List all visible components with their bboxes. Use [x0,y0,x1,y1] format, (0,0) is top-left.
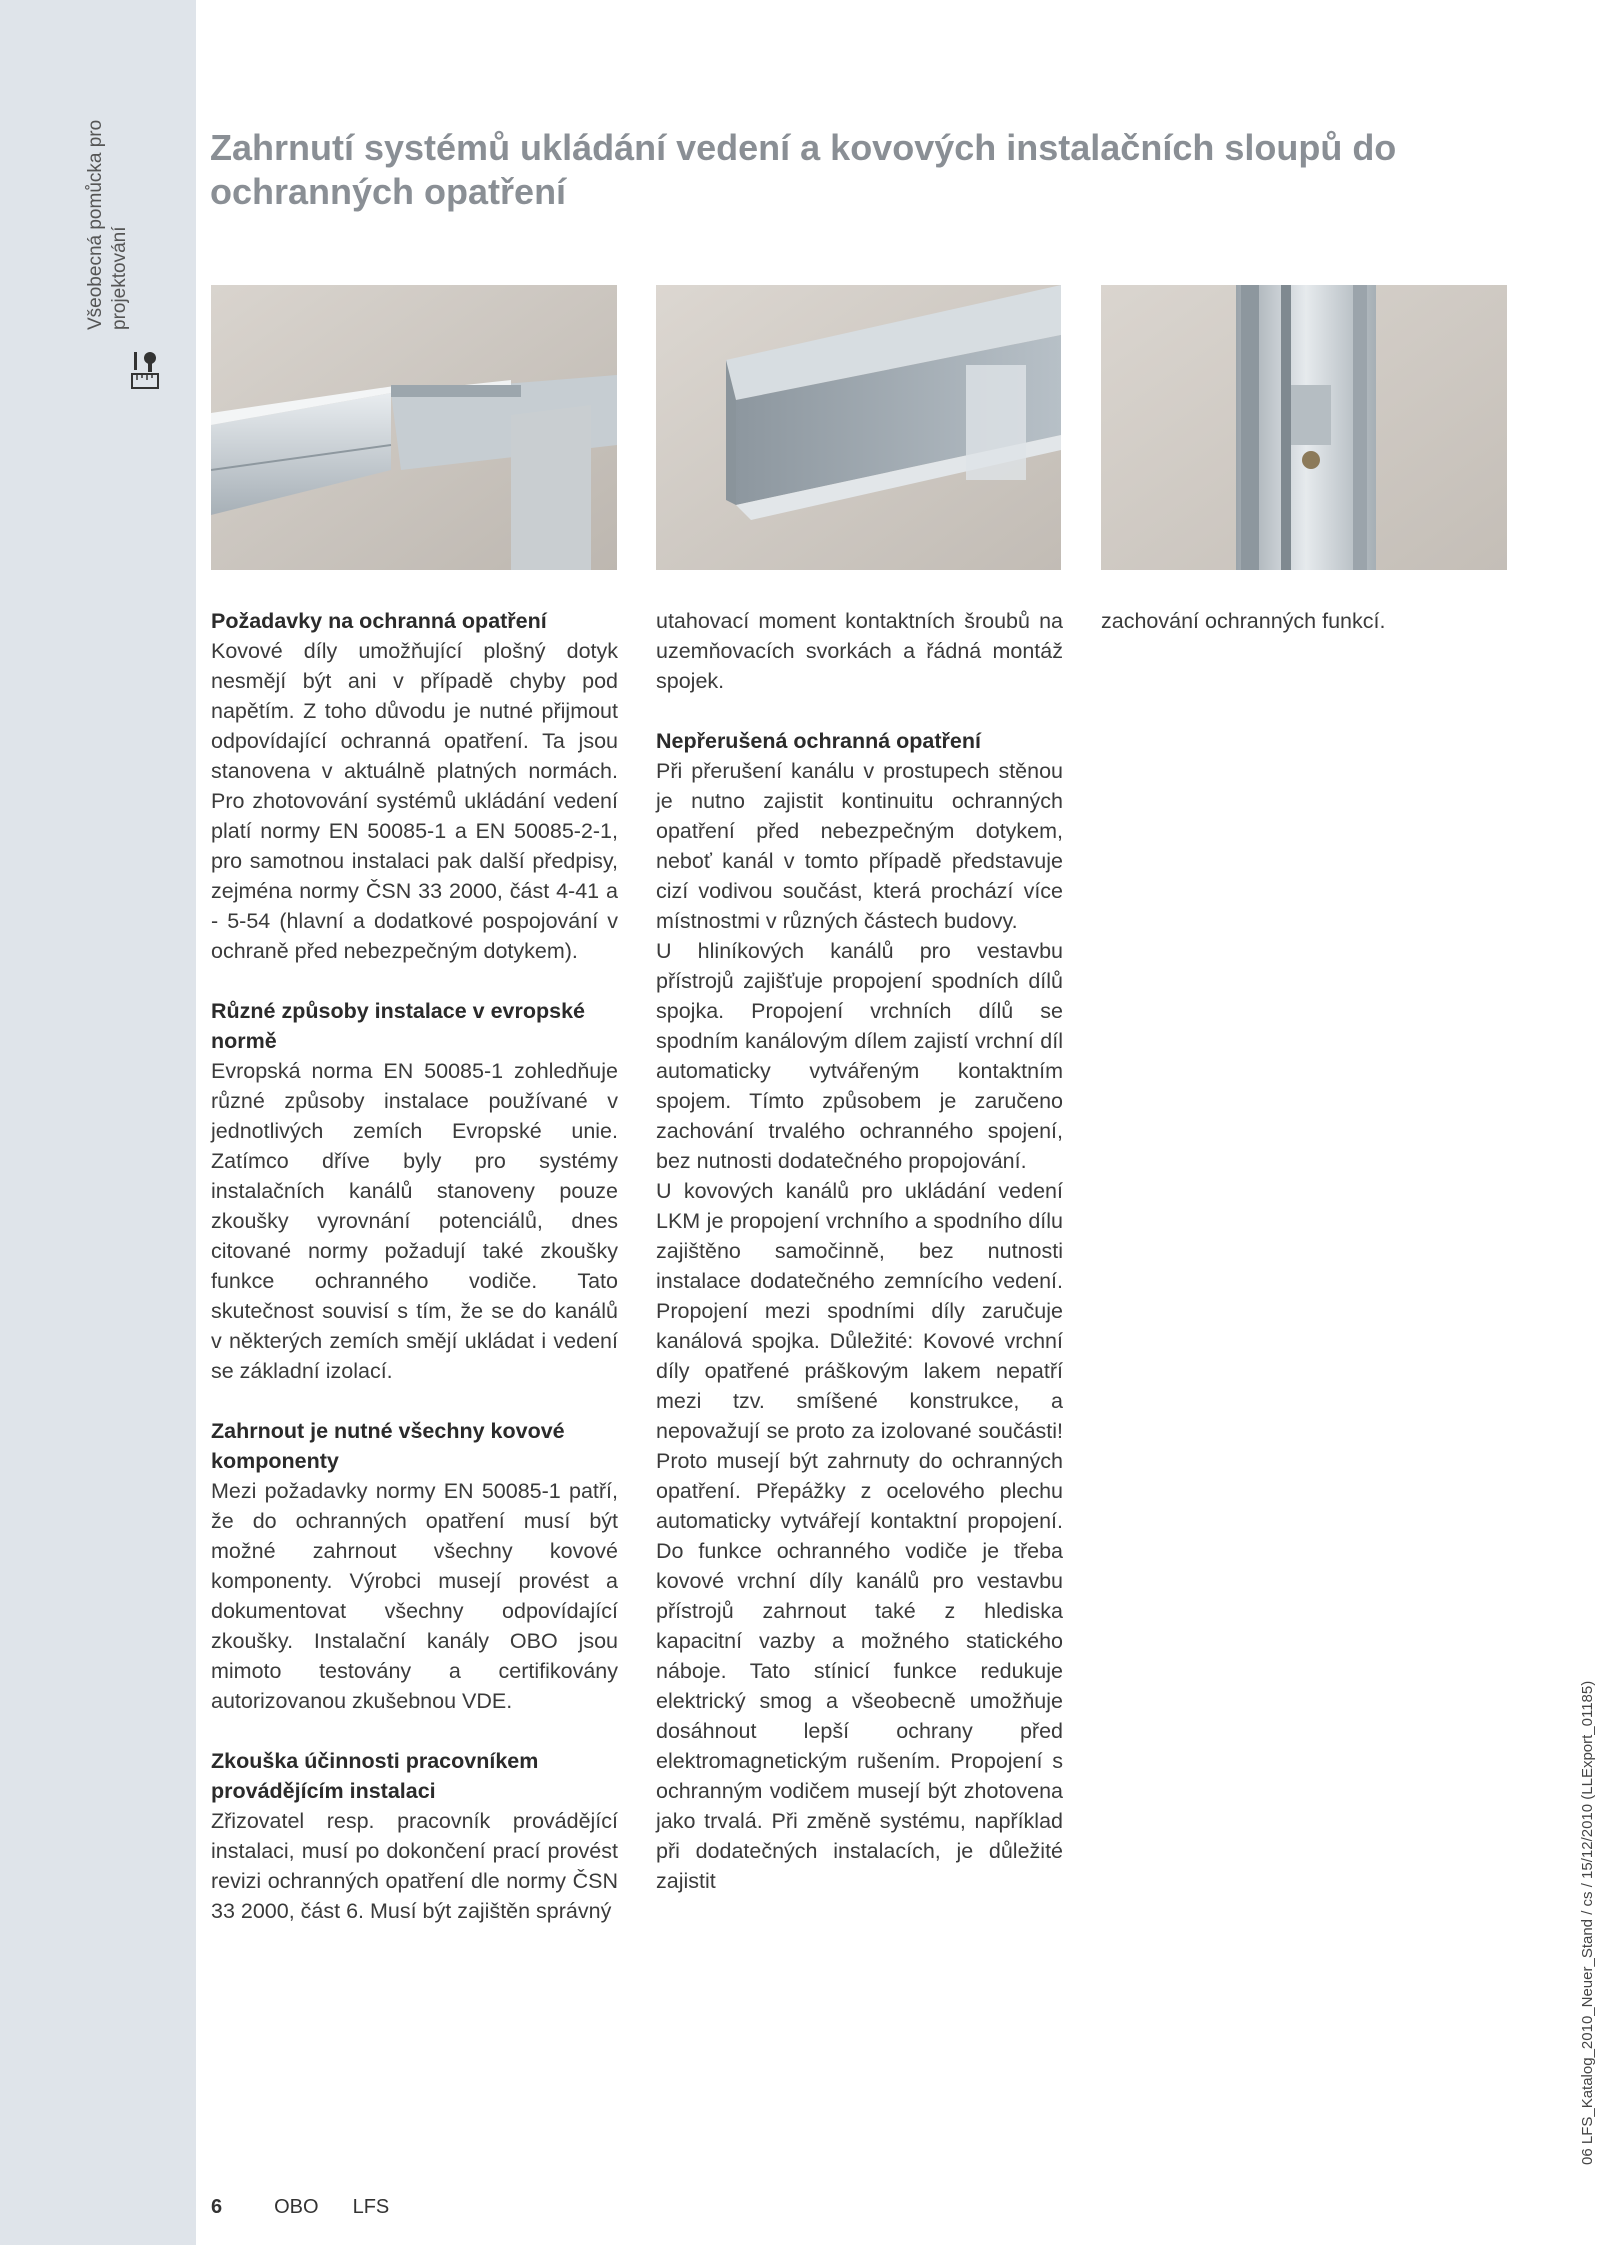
sidebar-section-label: Všeobecná pomůcka pro projektování [85,119,130,330]
cable-tray-corner-photo [211,285,617,570]
page-number: 6 [211,2196,223,2218]
text-column-1 [211,606,618,1926]
paragraph: utahovací moment kontaktních šroubů na uzemňovacích svorkách a řádná montáž spojek. [656,609,1063,693]
paragraph: Zřizovatel resp. pracovník provádějící instalaci, musí po dokončení prací provést revizi ochranných opatření dle normy ČSN 33 2000, část 6. Musí být zajištěn správný [211,1809,618,1923]
paragraph: Evropská norma EN 50085-1 zohledňuje různé způsoby instalace používané v jednotlivých zemích Evropské unie. Zatímco dříve byly pro systémy instalačních kanálů stanoveny pouze zkoušky vyrovnání potenciálů, dnes citované normy požadují také zkoušky funkce ochranného vodiče. Tato skutečnost souvisí s tím, že se do kanálů v některých zemích smějí ukládat i vedení se základní izolací. [211,1059,618,1383]
heading-requirements: Požadavky na ochranná opatření [211,609,547,633]
page-footer [211,2196,423,2219]
paragraph: U kovových kanálů pro ukládání vedení LKM je propojení vrchního a spodního dílu zajištěno samočinně, bez nutnosti instalace dodatečného zemnícího vedení. Propojení mezi spodními díly zaručuje kanálová spojka. Důležité: Kovové vrchní díly opatřené práškovým lakem nepatří mezi tzv. smíšené konstrukce, a nepovažují se proto za izolované součásti! Proto musejí být zahrnuty do ochranných opatření. Přepážky z ocelového plechu automaticky vytvářejí kontaktní propojení. Do funkce ochranného vodiče je třeba kovové vrchní díly kanálů pro vestavbu přístrojů zahrnout také z hlediska kapacitní vazby a možného statického náboje. Tato stínicí funkce redukuje elektrický smog a všeobecně umožňuje dosáhnout lepší ochrany před elektromagnetickým rušením. Propojení s ochranným vodičem musejí být zhotovena jako trvalá. Při změně systému, například při dodatečných instalacích, je důležité zajistit [656,1179,1063,1893]
paragraph: zachování ochranných funkcí. [1101,609,1386,633]
cable-duct-photo [656,285,1061,570]
document-code: 06 LFS_Katalog_2010_Neuer_Stand / cs / 15/12/2010 (LLExport_01185) [1579,1680,1596,2165]
sidebar-band [0,0,196,2245]
heading-metal-components: Zahrnout je nutné všechny kovové komponenty [211,1419,565,1473]
paragraph: Kovové díly umožňující plošný dotyk nesmějí být ani v případě chyby pod napětím. Z toho důvodu je nutné přijmout odpovídající ochranná opatření. Ta jsou stanovena v aktuálně platných normách. Pro zhotovování systémů ukládání vedení platí normy EN 50085-1 a EN 50085-2-1, pro samotnou instalaci pak další předpisy, zejména normy ČSN 33 2000, část 4-41 a - 5-54 (hlavní a dodatkové pospojování v ochraně před nebezpečným dotykem). [211,639,618,963]
paragraph: Mezi požadavky normy EN 50085-1 patří, že do ochranných opatření musí být možné zahrnout všechny kovové komponenty. Výrobci musejí provést a dokumentovat všechny odpovídající zkoušky. Instalační kanály OBO jsou mimoto testovány a certifikovány autorizovanou zkušebnou VDE. [211,1479,618,1713]
heading-continuous-protection: Nepřerušená ochranná opatření [656,729,981,753]
text-column-2 [656,606,1063,1896]
text-column-3 [1101,606,1508,636]
heading-installation-methods: Různé způsoby instalace v evropské normě [211,999,585,1053]
footer-section: LFS [352,2196,390,2218]
page-title: Zahrnutí systémů ukládání vedení a kovových instalačních sloupů do ochranných opatření [210,127,1397,212]
paragraph: Při přerušení kanálu v prostupech stěnou je nutno zajistit kontinuitu ochranných opatření před nebezpečným dotykem, neboť kanál v tomto případě představuje cizí vodivou součást, která prochází více místnostmi v různých částech budovy. [656,759,1063,933]
footer-brand: OBO [274,2196,319,2218]
installation-column-photo [1101,285,1507,570]
tools-ruler-icon [130,348,160,398]
heading-effectiveness-test: Zkouška účinnosti pracovníkem provádějícím instalaci [211,1749,539,1803]
paragraph: U hliníkových kanálů pro vestavbu přístrojů zajišťuje propojení spodních dílů spojka. Propojení vrchních dílů se spodním kanálovým dílem zajistí vrchní díl automaticky vytvářeným kontaktním spojem. Tímto způsobem je zaručeno zachování trvalého ochranného spojení, bez nutnosti dodatečného propojování. [656,939,1063,1173]
